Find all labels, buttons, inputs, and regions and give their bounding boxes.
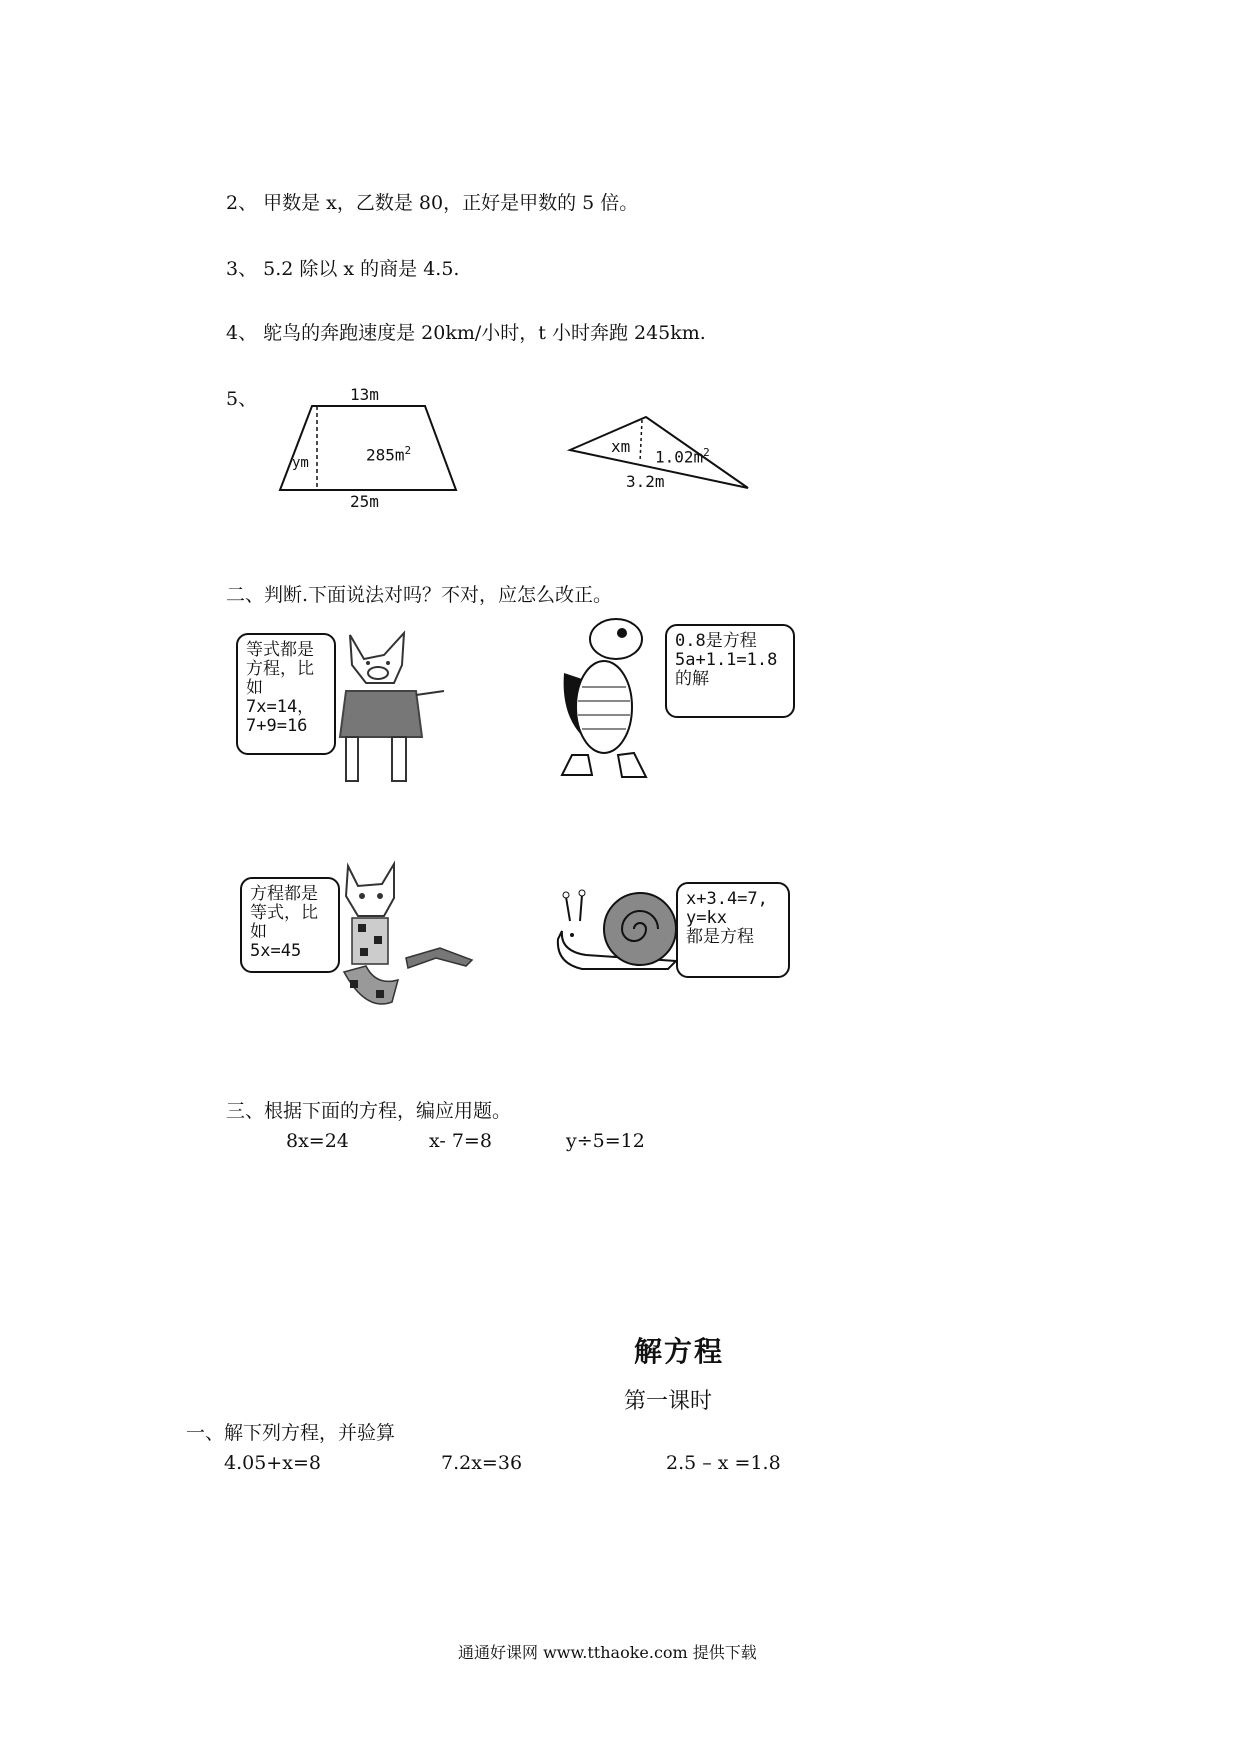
lesson-title: 解方程: [634, 1335, 725, 1368]
speech-bubble-2: 0.8是方程 5a+1.1=1.8 的解: [665, 624, 795, 718]
lesson-equation-3: 2.5 – x =1.8: [666, 1452, 781, 1474]
trapezoid-height-label: ym: [292, 455, 309, 471]
trapezoid-bottom-label: 25m: [350, 492, 379, 511]
triangle-height-label: xm: [611, 437, 631, 456]
lesson-subtitle: 第一课时: [624, 1389, 713, 1414]
footer-text: 通通好课网 www.tthaoke.com 提供下载: [458, 1643, 757, 1662]
cat-illustration: [336, 862, 476, 1012]
lesson-equation-1: 4.05+x=8: [224, 1452, 321, 1474]
trapezoid-area-label: $285m^2$: [366, 444, 412, 465]
section-3-equation-2: x- 7=8: [429, 1130, 492, 1152]
speech-bubble-4: x+3.4=7, y=kx 都是方程: [676, 882, 790, 978]
trapezoid-top-label: 13m: [350, 385, 379, 404]
section-3-equation-1: 8x=24: [286, 1130, 349, 1152]
question-5: 5、: [226, 388, 258, 410]
section-3-heading: 三、根据下面的方程，编应用题。: [226, 1100, 512, 1122]
triangle-base-label: 3.2m: [626, 472, 665, 491]
turtle-illustration: [552, 615, 662, 785]
triangle-area-label: $1.02m^2$: [655, 446, 710, 467]
question-2: 2、 甲数是 x，乙数是 80，正好是甲数的 5 倍。: [226, 192, 639, 214]
speech-bubble-1: 等式都是 方程，比 如 7x=14， 7+9=16: [236, 633, 336, 755]
lesson-equation-2: 7.2x=36: [441, 1452, 523, 1474]
section-3-equation-3: y÷5=12: [566, 1130, 645, 1152]
pig-illustration: [336, 625, 456, 785]
section-2-heading: 二、判断.下面说法对吗？不对，应怎么改正。: [226, 584, 613, 606]
lesson-heading: 一、解下列方程，并验算: [186, 1422, 396, 1444]
snail-illustration: [556, 885, 686, 995]
question-4: 4、 鸵鸟的奔跑速度是 20km/小时，t 小时奔跑 245km.: [226, 322, 706, 344]
question-3: 3、 5.2 除以 x 的商是 4.5.: [226, 258, 460, 280]
speech-bubble-3: 方程都是 等式，比 如 5x=45: [240, 877, 340, 973]
